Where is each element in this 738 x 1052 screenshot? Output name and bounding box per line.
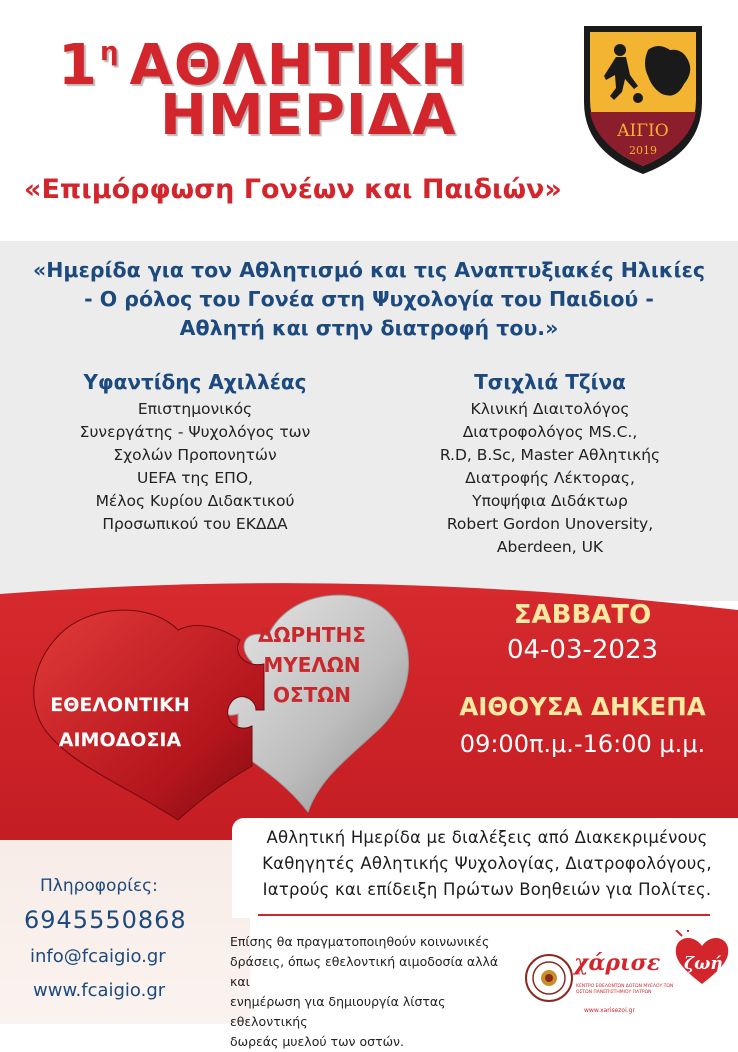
speaker-credential: Υποψήφια Διδάκτωρ bbox=[472, 492, 628, 510]
speaker-credential: Κλινική Διαιτολόγος bbox=[470, 400, 630, 418]
event-description bbox=[240, 825, 734, 903]
speaker-2 bbox=[395, 368, 705, 559]
description-line: Ιατρούς και επίδειξη Πρώτων Βοηθειών για Πολίτες. bbox=[262, 880, 712, 899]
university-seal-logo bbox=[524, 953, 574, 1003]
additional-activities-note bbox=[230, 932, 520, 1052]
note-line: δωρεάς μυελού των οστών. bbox=[230, 1034, 405, 1049]
note-line: Επίσης θα πραγματοποιηθούν κοινωνικές bbox=[230, 934, 490, 949]
event-title-line2: ΗΜΕΡΙΔΑ bbox=[160, 83, 457, 148]
event-date: 04-03-2023 bbox=[506, 635, 659, 665]
volunteer-blood-donation-label bbox=[30, 688, 210, 758]
event-subtitle: «Επιμόρφωση Γονέων και Παιδιών» bbox=[24, 174, 562, 205]
event-theme-quote bbox=[10, 256, 728, 343]
divider-line bbox=[258, 914, 710, 916]
description-line: Καθηγητές Αθλητικής Ψυχολογίας, Διατροφολόγους, bbox=[262, 854, 712, 873]
title-ordinal: η bbox=[99, 37, 120, 67]
event-when-where bbox=[440, 598, 725, 764]
charity-name-word2: ζωή bbox=[684, 954, 723, 974]
speaker-1 bbox=[40, 368, 350, 536]
speaker-name: Υφαντίδης Αχιλλέας bbox=[83, 370, 307, 394]
quote-line: Αθλητή και στην διατροφή του.» bbox=[179, 316, 559, 340]
club-crest-logo bbox=[578, 20, 708, 178]
bone-marrow-donors-label bbox=[232, 620, 392, 710]
speaker-credential: Μέλος Κυρίου Διδακτικού bbox=[95, 492, 295, 510]
heart-gray-line: ΟΣΤΩΝ bbox=[272, 683, 352, 707]
description-line: Αθλητική Ημερίδα με διαλέξεις από Διακεκριμένους bbox=[266, 828, 708, 847]
title-number: 1 bbox=[58, 33, 98, 98]
crest-name: ΑΙΓΙΟ bbox=[617, 121, 669, 141]
contact-website[interactable]: www.fcaigio.gr bbox=[33, 980, 166, 1001]
speaker-credential: R.D, B.Sc, Master Αθλητικής bbox=[439, 446, 661, 464]
title-word: ΑΘΛΗΤΙΚΗ bbox=[129, 33, 468, 98]
quote-line: «Ημερίδα για τον Αθλητισμό και τις Αναπτυξιακές Ηλικίες bbox=[32, 258, 706, 282]
note-line: ενημέρωση για δημιουργία λίστας εθελοντικής bbox=[230, 994, 446, 1029]
speaker-credential: Διατροφολόγος MS.C., bbox=[462, 423, 638, 441]
charity-subtitle: ΚΕΝΤΡΟ ΕΘΕΛΟΝΤΩΝ ΔΟΤΩΝ ΜΥΕΛΟΥ ΤΩΝ ΟΣΤΩΝ ΠΑΝΕΠΙΣΤΗΜΙΟΥ ΠΑΤΡΩΝ bbox=[576, 984, 674, 995]
speaker-credential: Robert Gordon Unoversity, bbox=[446, 515, 654, 533]
speaker-credential: Aberdeen, UK bbox=[496, 538, 604, 556]
speaker-credential: Διατροφής Λέκτορας, bbox=[465, 469, 635, 487]
heart-gray-line: ΜΥΕΛΩΝ bbox=[263, 653, 361, 677]
charity-url: www.xarisezoi.gr bbox=[584, 1007, 635, 1014]
event-venue: ΑΙΘΟΥΣΑ ΔΗΚΕΠΑ bbox=[459, 692, 706, 721]
contact-label: Πληροφορίες: bbox=[40, 876, 158, 896]
event-time: 09:00π.μ.-16:00 μ.μ. bbox=[459, 730, 706, 758]
heart-gray-line: ΔΩΡΗΤΗΣ bbox=[258, 623, 366, 647]
crest-year: 2019 bbox=[629, 144, 657, 157]
speaker-credential: Σχολών Προπονητών bbox=[113, 446, 277, 464]
speaker-credential: Συνεργάτης - Ψυχολόγος των bbox=[79, 423, 311, 441]
speaker-name: Τσιχλιά Τζίνα bbox=[474, 370, 626, 394]
charity-name-word1: χάρισε bbox=[574, 950, 661, 976]
note-line: δράσεις, όπως εθελοντική αιμοδοσία αλλά και bbox=[230, 954, 499, 989]
event-day: ΣΑΒΒΑΤΟ bbox=[513, 600, 652, 630]
quote-line: - Ο ρόλος του Γονέα στη Ψυχολογία του Παιδιού - bbox=[84, 287, 654, 311]
heart-red-line: ΕΘΕΛΟΝΤΙΚΗ bbox=[50, 694, 190, 716]
speaker-credential: UEFA της ΕΠΟ, bbox=[137, 469, 253, 487]
contact-phone[interactable]: 6945550868 bbox=[24, 906, 187, 934]
heart-red-line: ΑΙΜΟΔΟΣΙΑ bbox=[58, 729, 182, 751]
speaker-credential: Προσωπικού του ΕΚΔΔΑ bbox=[102, 515, 288, 533]
contact-email[interactable]: info@fcaigio.gr bbox=[30, 946, 166, 967]
speaker-credential: Επιστημονικός bbox=[137, 400, 253, 418]
